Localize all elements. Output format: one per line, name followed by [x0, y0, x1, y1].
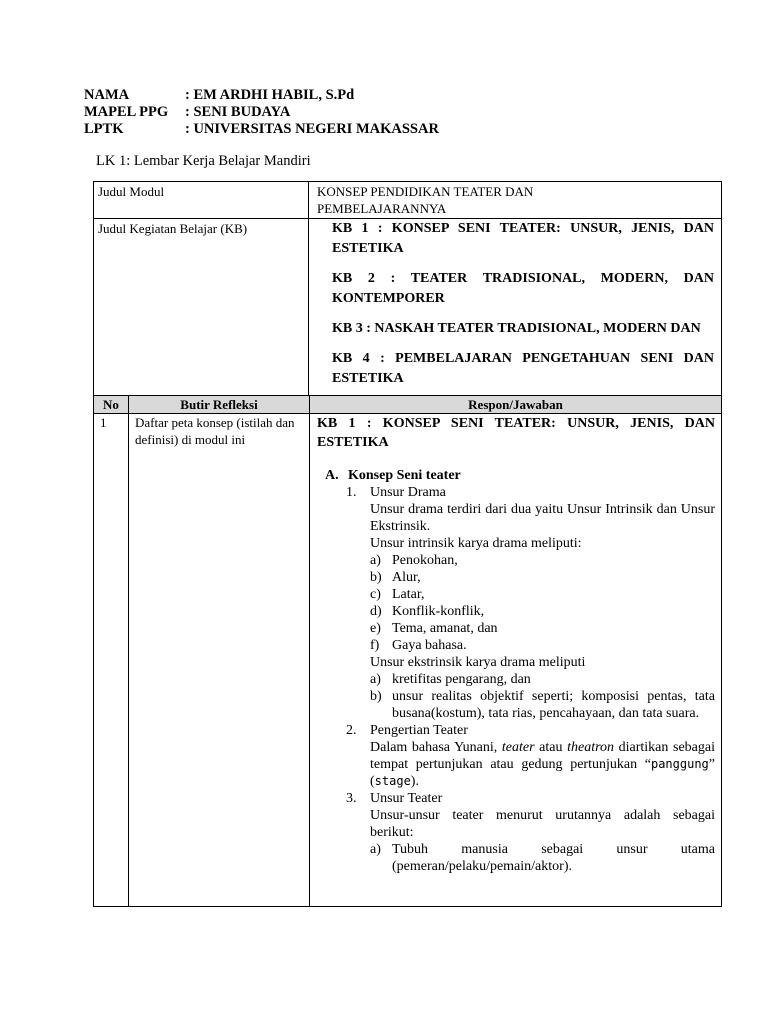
- mono-term: stage: [374, 774, 411, 788]
- text-run: diartikan sebagai tempat pertunjukan atau gedung pertunjukan “: [370, 740, 715, 772]
- paragraph: Unsur ekstrinsik karya drama meliputi: [370, 655, 586, 670]
- word: Tubuh: [392, 842, 429, 857]
- item-letter: a): [370, 553, 381, 568]
- italic-term: teater: [501, 740, 535, 755]
- judul-kb-label: Judul Kegiatan Belajar (KB): [98, 221, 248, 236]
- item-text: kretifitas pengarang, dan: [392, 672, 531, 687]
- list-item: [346, 790, 715, 875]
- judul-kb-list: [308, 219, 721, 395]
- list-item: [370, 552, 715, 569]
- spread-line: [392, 841, 715, 858]
- paragraph: [370, 739, 715, 790]
- item-text: Tema, amanat, dan: [392, 621, 498, 636]
- judul-modul-value-line2: PEMBELAJARANNYA: [317, 201, 447, 216]
- mapel-value: : SENI BUDAYA: [185, 104, 291, 120]
- item-title: Pengertian Teater: [370, 723, 468, 738]
- lptk-row: [84, 121, 439, 138]
- mapel-row: [84, 104, 439, 121]
- word: manusia: [461, 842, 508, 857]
- item-body: [370, 790, 715, 875]
- judul-kb-row: [94, 219, 721, 396]
- list-item: [370, 841, 715, 875]
- mapel-label: MAPEL PPG: [84, 104, 169, 120]
- list-item: [370, 671, 715, 688]
- item-text-line2: (pemeran/pelaku/pemain/aktor).: [392, 859, 572, 874]
- judul-modul-row: [94, 182, 721, 219]
- identity-header: [84, 87, 439, 138]
- response-kb-title: KB 1 : KONSEP SENI TEATER: UNSUR, JENIS, DAN ESTETIKA: [317, 416, 715, 450]
- col-header-respon: Respon/Jawaban: [309, 396, 721, 413]
- kb-title: KB 1 : KONSEP SENI TEATER: UNSUR, JENIS, DAN ESTETIKA: [332, 221, 714, 256]
- col-header-butir: Butir Refleksi: [128, 396, 309, 413]
- section-title: Konsep Seni teater: [348, 468, 461, 483]
- kb-title: KB 4 : PEMBELAJARAN PENGETAHUAN SENI DAN ESTETIKA: [332, 351, 714, 386]
- mono-term: panggung: [650, 757, 709, 771]
- paragraph: Unsur-unsur teater menurut urutannya adalah sebagai berikut:: [370, 808, 715, 840]
- item-text: Alur,: [392, 570, 421, 585]
- row-butir: Daftar peta konsep (istilah dan definisi) di modul ini: [128, 414, 309, 906]
- lptk-value: : UNIVERSITAS NEGERI MAKASSAR: [185, 121, 439, 137]
- column-header-row: [94, 396, 721, 414]
- paragraph: Unsur drama terdiri dari dua yaitu Unsur Intrinsik dan Unsur Ekstrinsik.: [370, 502, 715, 534]
- paragraph: Unsur intrinsik karya drama meliputi:: [370, 536, 582, 551]
- list-item: [346, 484, 715, 722]
- kb-title: KB 2 : TEATER TRADISIONAL, MODERN, DAN KONTEMPORER: [332, 271, 714, 306]
- worksheet-title: LK 1: Lembar Kerja Belajar Mandiri: [96, 153, 311, 169]
- judul-modul-value-line1: KONSEP PENDIDIKAN TEATER DAN: [317, 184, 534, 199]
- item-letter: c): [370, 587, 381, 602]
- row-response: [309, 414, 721, 906]
- nama-row: [84, 87, 439, 104]
- item-letter: f): [370, 638, 380, 653]
- section-heading: [325, 467, 715, 484]
- list-item: [370, 586, 715, 603]
- worksheet-table: [93, 181, 722, 907]
- item-number: 3.: [346, 791, 357, 806]
- list-item: [370, 569, 715, 586]
- item-letter: e): [370, 621, 381, 636]
- item-letter: b): [370, 689, 382, 704]
- nama-value: : EM ARDHI HABIL, S.Pd: [185, 87, 355, 103]
- item-number: 2.: [346, 723, 357, 738]
- list-item: [370, 620, 715, 637]
- nama-label: NAMA: [84, 87, 130, 103]
- list-item: [370, 603, 715, 620]
- item-text: Gaya bahasa.: [392, 638, 467, 653]
- item-letter: a): [370, 842, 381, 857]
- item-title: Unsur Teater: [370, 791, 443, 806]
- item-body: [370, 722, 715, 790]
- judul-modul-label: Judul Modul: [98, 184, 165, 199]
- item-letter: d): [370, 604, 382, 619]
- item-number: 1.: [346, 485, 357, 500]
- item-text: Latar,: [392, 587, 425, 602]
- text-run: ).: [410, 774, 419, 789]
- item-letter: b): [370, 570, 382, 585]
- item-letter: a): [370, 672, 381, 687]
- item-text: Penokohan,: [392, 553, 458, 568]
- lptk-label: LPTK: [84, 121, 124, 137]
- item-body: [370, 484, 715, 722]
- list-item: [346, 722, 715, 790]
- list-item: [370, 637, 715, 654]
- row-number: 1: [100, 415, 107, 430]
- italic-term: theatron: [567, 740, 615, 755]
- item-text: unsur realitas objektif seperti; komposisi pentas, tata busana(kostum), tata rias, pencahayaan, dan tata suara.: [392, 689, 715, 721]
- list-item: [370, 688, 715, 722]
- text-run: Dalam bahasa Yunani,: [370, 740, 502, 755]
- word: unsur: [616, 842, 648, 857]
- text-run: ” (: [370, 757, 715, 789]
- col-header-no: No: [103, 397, 119, 412]
- item-text: Konflik-konflik,: [392, 604, 485, 619]
- word: utama: [680, 842, 715, 857]
- table-row: [94, 414, 721, 906]
- item-text: [392, 841, 715, 875]
- word: sebagai: [541, 842, 584, 857]
- section-letter: A.: [325, 468, 339, 483]
- kb-title: KB 3 : NASKAH TEATER TRADISIONAL, MODERN DAN: [332, 321, 701, 336]
- item-title: Unsur Drama: [370, 485, 446, 500]
- text-run: atau: [534, 740, 568, 755]
- judul-modul-value: [308, 182, 721, 218]
